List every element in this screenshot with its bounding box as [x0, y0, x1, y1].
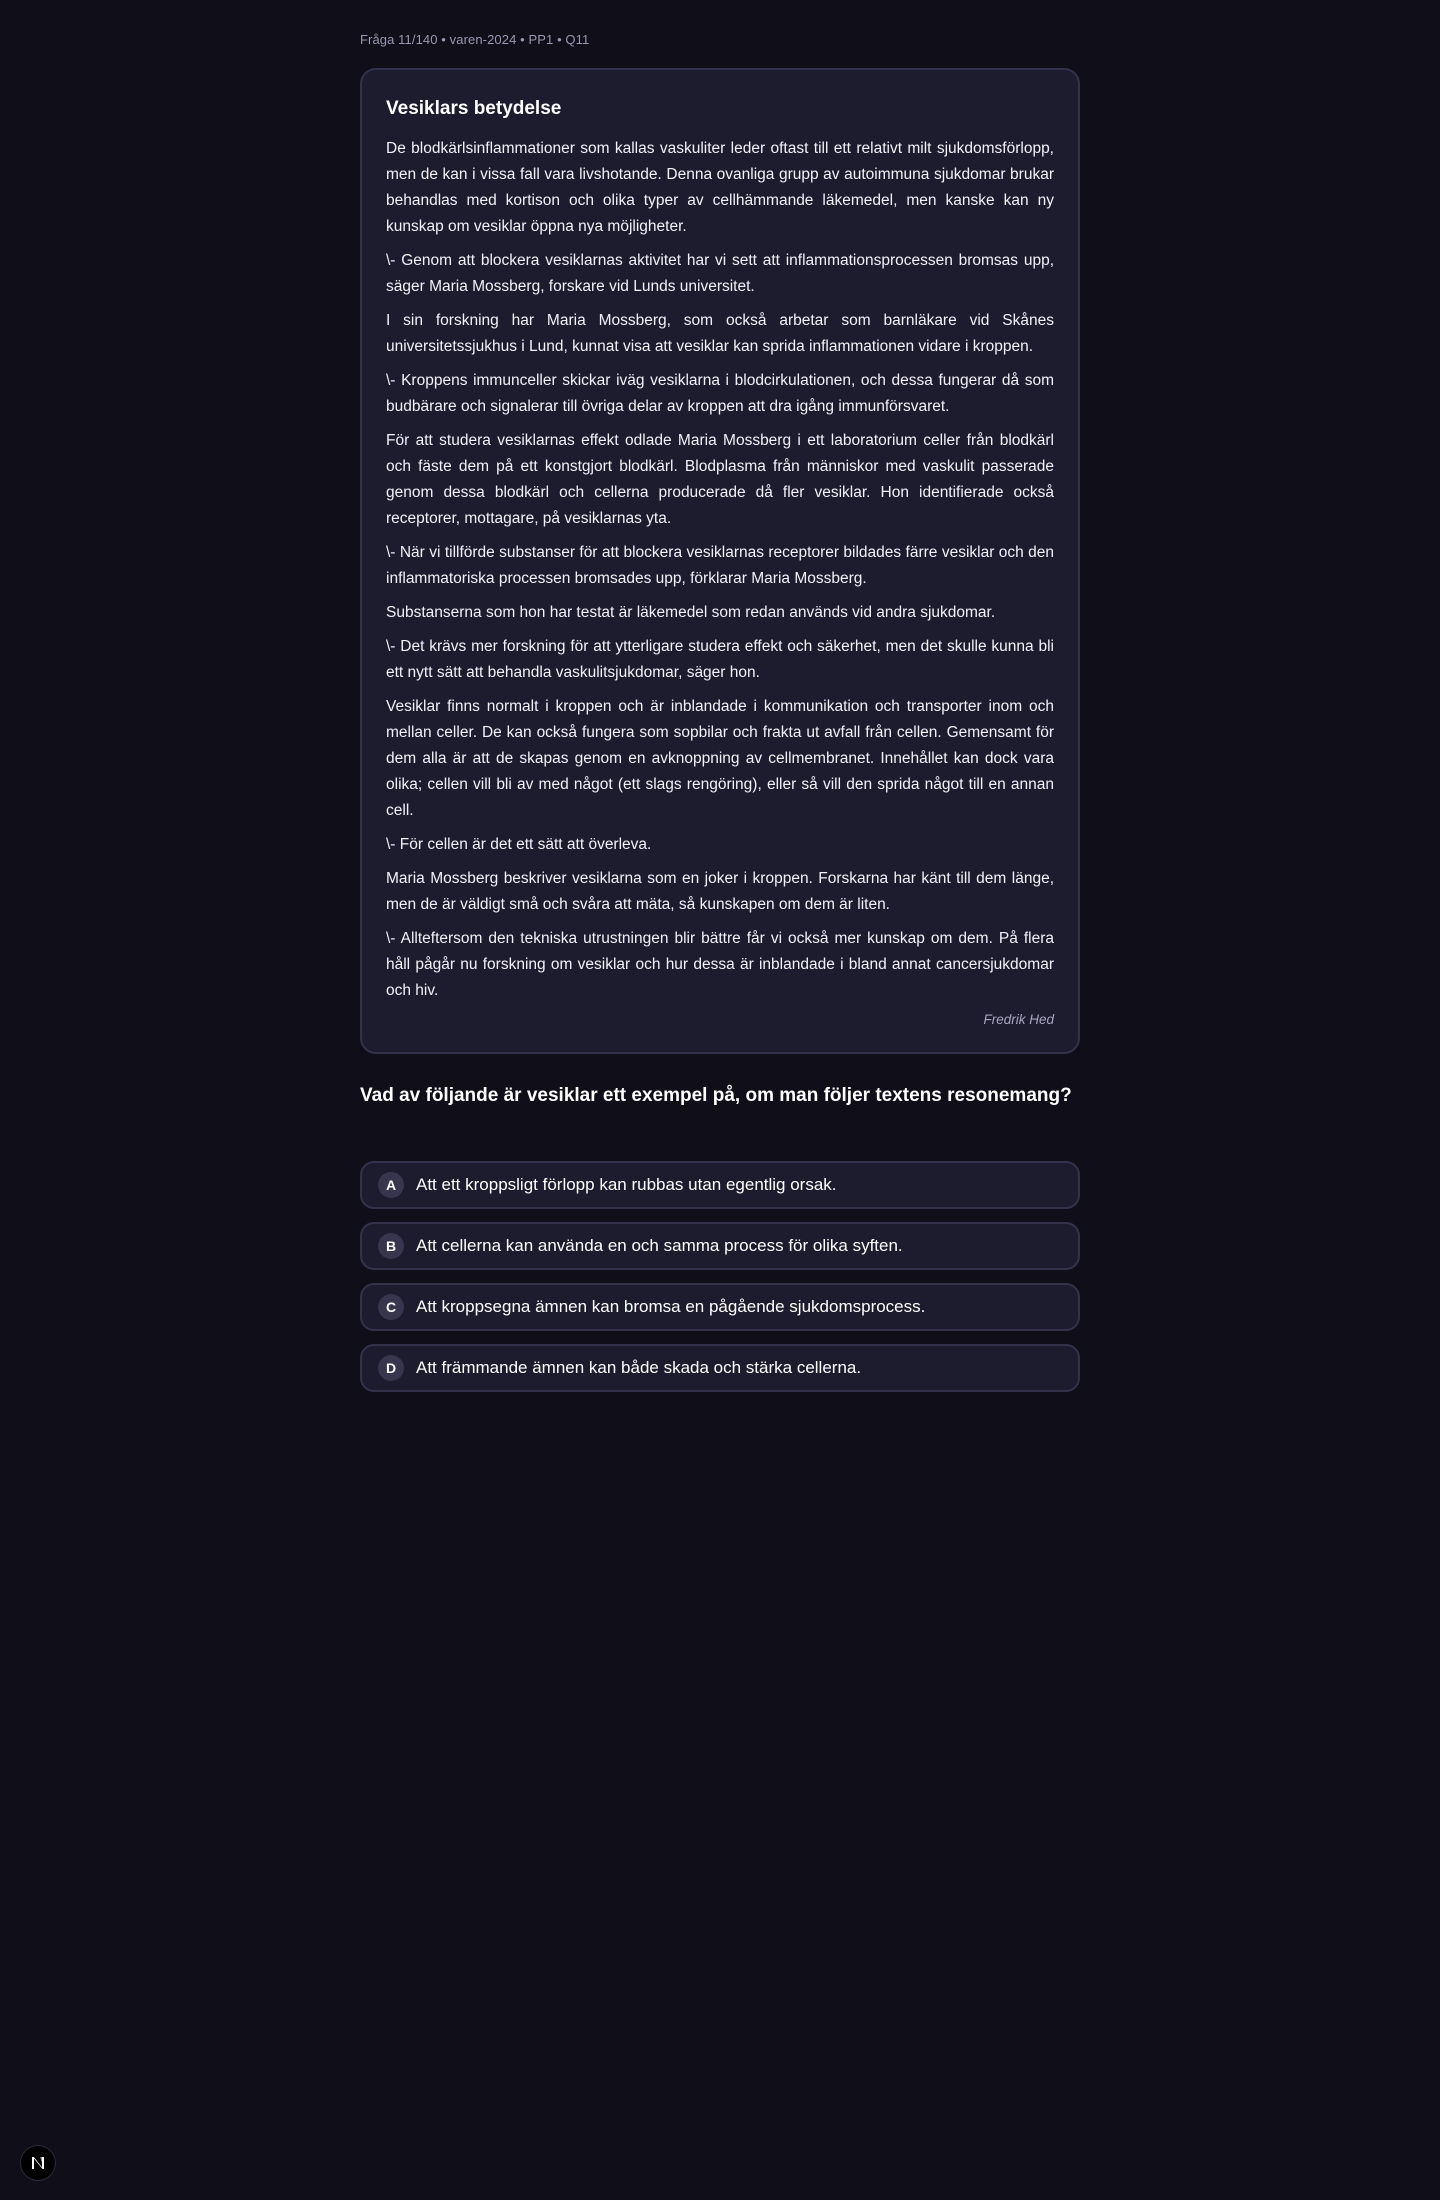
option-letter-badge: A — [378, 1172, 404, 1198]
option-text: Att ett kroppsligt förlopp kan rubbas utan egentlig orsak. — [416, 1175, 837, 1194]
answer-option-a[interactable] — [360, 1161, 1080, 1209]
passage-paragraph: Substanserna som hon har testat är läkemedel som redan används vid andra sjukdomar. — [386, 604, 996, 621]
passage-paragraph: \- När vi tillförde substanser för att blockera vesiklarnas receptorer bildades färre vesiklar och den inflammatoriska processen bromsades upp, förklarar Maria Mossberg. — [386, 544, 1054, 587]
answer-option-d[interactable] — [360, 1344, 1080, 1392]
passage-paragraph: \- För cellen är det ett sätt att överleva. — [386, 836, 652, 853]
nextjs-n-glyph — [29, 2154, 47, 2172]
question-breadcrumb: Fråga 11/140 • varen-2024 • PP1 • Q11 — [360, 32, 590, 47]
answer-option-b[interactable] — [360, 1222, 1080, 1270]
passage-author: Fredrik Hed — [983, 1012, 1054, 1027]
question-text: Vad av följande är vesiklar ett exempel på, om man följer textens resonemang? — [360, 1085, 1072, 1106]
passage-paragraph: \- Genom att blockera vesiklarnas aktivitet har vi sett att inflammationsprocessen bromsas upp, säger Maria Mossberg, forskare vid Lunds universitet. — [386, 252, 1054, 295]
passage-paragraph: \- Kroppens immunceller skickar iväg vesiklarna i blodcirkulationen, och dessa fungerar då som budbärare och signalerar till övriga delar av kroppen att dra igång immunförsvaret. — [386, 372, 1054, 415]
answer-option-c[interactable] — [360, 1283, 1080, 1331]
passage-paragraph: För att studera vesiklarnas effekt odlade Maria Mossberg i ett laboratorium celler från blodkärl och fäste dem på ett konstgjort blodkärl. Blodplasma från människor med vaskulit passerade genom dessa blodkärl och cellerna producerade då fler vesiklar. Hon identifierade också receptorer, mottagare, på vesiklarnas yta. — [386, 432, 1054, 527]
nextjs-logo-icon[interactable] — [20, 2145, 56, 2181]
passage-paragraph: \- Allteftersom den tekniska utrustningen blir bättre får vi också mer kunskap om dem. På flera håll pågår nu forskning om vesiklar och hur dessa är inblandade i bland annat cancersjukdomar och hiv. — [386, 930, 1054, 999]
passage-paragraph: \- Det krävs mer forskning för att ytterligare studera effekt och säkerhet, men det skulle kunna bli ett nytt sätt att behandla vaskulitsjukdomar, säger hon. — [386, 638, 1054, 681]
passage-paragraph: Vesiklar finns normalt i kroppen och är inblandade i kommunikation och transporter inom och mellan celler. De kan också fungera som sopbilar och frakta ut avfall från cellen. Gemensamt för dem alla är att de skapas genom en avknoppning av cellmembranet. Innehållet kan dock vara olika; cellen vill bli av med något (ett slags rengöring), eller så vill den sprida något till en annan cell. — [386, 698, 1054, 819]
passage-title: Vesiklars betydelse — [386, 98, 562, 119]
option-letter-badge: B — [378, 1233, 404, 1259]
passage-paragraph: I sin forskning har Maria Mossberg, som också arbetar som barnläkare vid Skånes universitetssjukhus i Lund, kunnat visa att vesiklar kan sprida inflammationen vidare i kroppen. — [386, 312, 1054, 355]
option-text: Att främmande ämnen kan både skada och stärka cellerna. — [416, 1358, 862, 1377]
option-text: Att kroppsegna ämnen kan bromsa en pågående sjukdomsprocess. — [416, 1297, 926, 1316]
passage-paragraph: Maria Mossberg beskriver vesiklarna som en joker i kroppen. Forskarna har känt till dem länge, men de är väldigt små och svåra att mäta, så kunskapen om dem är liten. — [386, 870, 1054, 913]
passage-paragraph: De blodkärlsinflammationer som kallas vaskuliter leder oftast till ett relativt milt sjukdomsförlopp, men de kan i vissa fall vara livshotande. Denna ovanliga grupp av autoimmuna sjukdomar brukar behandlas med kortison och olika typer av cellhämmande läkemedel, men kanske kan ny kunskap om vesiklar öppna nya möjligheter. — [386, 140, 1054, 235]
option-text: Att cellerna kan använda en och samma process för olika syften. — [416, 1236, 903, 1255]
option-letter-badge: D — [378, 1355, 404, 1381]
option-letter-badge: C — [378, 1294, 404, 1320]
passage-card — [360, 68, 1080, 1054]
